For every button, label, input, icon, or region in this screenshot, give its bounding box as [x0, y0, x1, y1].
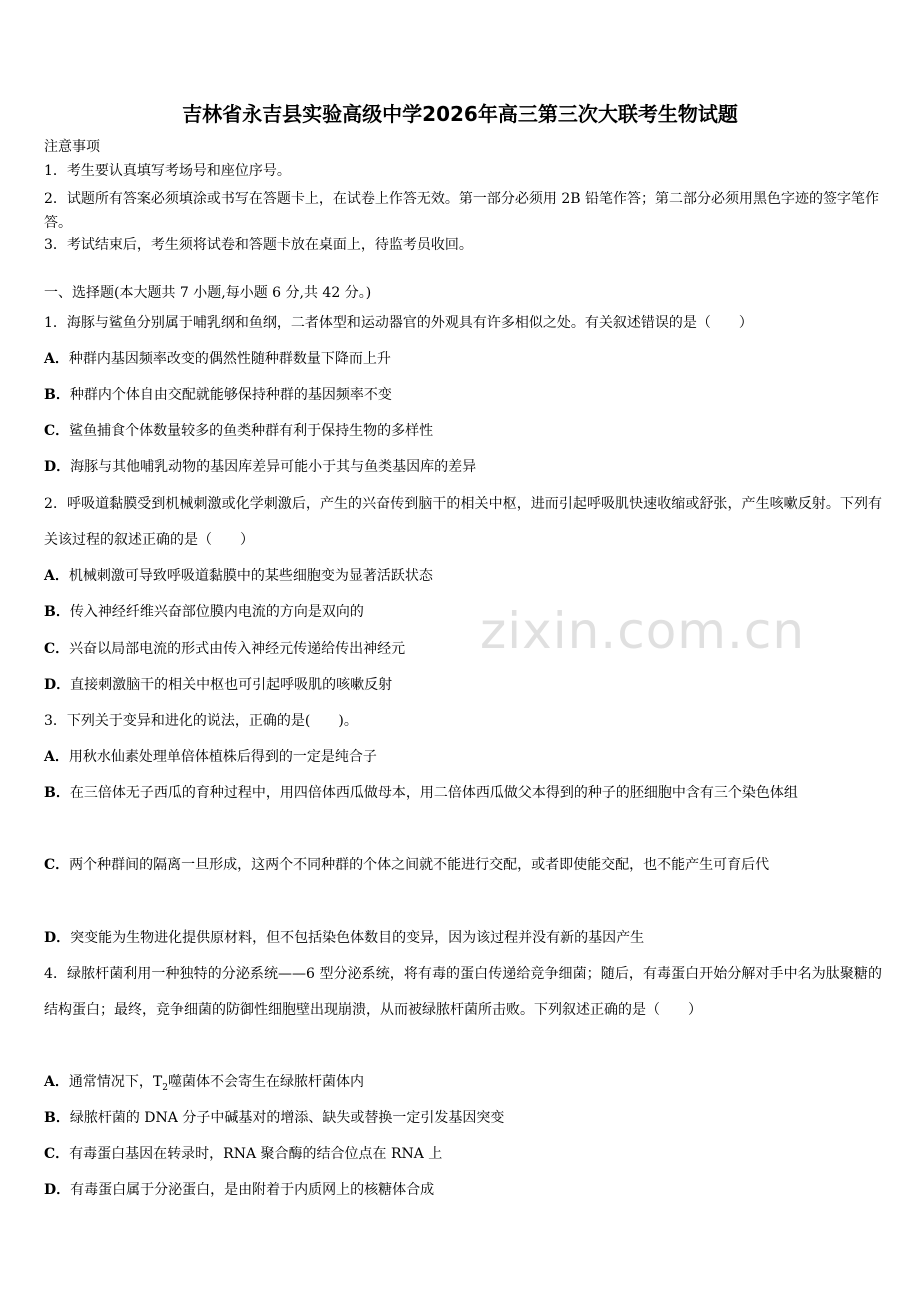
option-label: C． [44, 857, 70, 873]
option-label: D． [44, 677, 71, 693]
option-label: A． [44, 1074, 69, 1090]
option-label: B． [44, 785, 70, 801]
question-1-option-a [44, 349, 882, 369]
notice-item-2: 2．试题所有答案必须填涂或书写在答题卡上，在试卷上作答无效。第一部分必须用 2B 铅笔作答；第二部分必须用黑色字迹的签字笔作答。 [44, 191, 879, 231]
option-label: B． [44, 604, 70, 620]
notice-heading: 注意事项 [44, 139, 100, 155]
option-label: C． [44, 641, 70, 657]
option-text: 种群内基因频率改变的偶然性随种群数量下降而上升 [68, 351, 391, 367]
option-label: D． [44, 1182, 71, 1198]
question-2-option-d [44, 675, 882, 695]
option-text: 种群内个体自由交配就能够保持种群的基因频率不变 [69, 387, 392, 403]
exam-title: 吉林省永吉县实验高级中学2026年高三第三次大联考生物试题 [182, 102, 738, 126]
option-label: A． [44, 351, 69, 367]
question-1-option-b [44, 385, 882, 405]
question-4-option-c [44, 1144, 882, 1164]
question-1-option-d [44, 457, 882, 477]
option-label: D． [44, 930, 71, 946]
option-text: 突变能为生物进化提供原材料，但不包括染色体数目的变异，因为该过程并没有新的基因产生 [70, 930, 645, 946]
option-text: 直接刺激脑干的相关中枢也可引起呼吸肌的咳嗽反射 [70, 677, 393, 693]
option-label: B． [44, 1110, 70, 1126]
question-3-option-d [44, 928, 882, 948]
option-label: A． [44, 749, 69, 765]
option-text: 海豚与其他哺乳动物的基因库差异可能小于其与鱼类基因库的差异 [70, 459, 477, 475]
question-3-stem: 3．下列关于变异和进化的说法，正确的是( )。 [44, 713, 358, 729]
option-text: 有毒蛋白属于分泌蛋白，是由附着于内质网上的核糖体合成 [70, 1182, 435, 1198]
option-label: B． [44, 387, 70, 403]
section-heading: 一、选择题(本大题共 7 小题,每小题 6 分,共 42 分。) [44, 285, 372, 301]
option-text: 两个种群间的隔离一旦形成，这两个不同种群的个体之间就不能进行交配，或者即使能交配，也不能产生可育后代 [69, 857, 770, 873]
option-text: 机械刺激可导致呼吸道黏膜中的某些细胞变为显著活跃状态 [68, 568, 433, 584]
option-text: 绿脓杆菌的 DNA 分子中碱基对的增添、缺失或替换一定引发基因突变 [69, 1110, 505, 1126]
question-2-option-a [44, 566, 882, 586]
notice-item-3: 3．考试结束后，考生须将试卷和答题卡放在桌面上，待监考员收回。 [44, 237, 473, 253]
subscript: 2 [162, 1082, 168, 1093]
option-label: D． [44, 459, 71, 475]
option-text: 兴奋以局部电流的形式由传入神经元传递给传出神经元 [69, 641, 406, 657]
question-4-option-a [44, 1072, 882, 1098]
question-4-option-b [44, 1108, 882, 1128]
option-text: 鲨鱼捕食个体数量较多的鱼类种群有利于保持生物的多样性 [69, 423, 434, 439]
option-text: 在三倍体无子西瓜的育种过程中，用四倍体西瓜做母本，用二倍体西瓜做父本得到的种子的胚细胞中含有三个染色体组 [69, 785, 798, 801]
option-label: A． [44, 568, 69, 584]
option-text: 通常情况下，T [68, 1074, 163, 1090]
question-2-stem: 2．呼吸道黏膜受到机械刺激或化学刺激后，产生的兴奋传到脑干的相关中枢，进而引起呼吸肌快速收缩或舒张，产生咳嗽反射。下列有关该过程的叙述正确的是（ ） [44, 496, 882, 548]
question-1-option-c [44, 421, 882, 441]
question-1-stem: 1．海豚与鲨鱼分别属于哺乳纲和鱼纲，二者体型和运动器官的外观具有许多相似之处。有关叙述错误的是（ ） [44, 315, 753, 331]
question-4-stem: 4．绿脓杆菌利用一种独特的分泌系统——6 型分泌系统，将有毒的蛋白传递给竞争细菌；随后，有毒蛋白开始分解对手中名为肽聚糖的结构蛋白；最终，竞争细菌的防御性细胞壁出现崩溃，从而被绿脓杆菌所击败。下列叙述正确的是（ ） [44, 966, 882, 1018]
notice-item-1: 1．考生要认真填写考场号和座位序号。 [44, 163, 291, 179]
option-text: 有毒蛋白基因在转录时，RNA 聚合酶的结合位点在 RNA 上 [69, 1146, 443, 1162]
question-3-option-a [44, 747, 882, 767]
question-3-option-c [44, 847, 880, 883]
option-text: 传入神经纤维兴奋部位膜内电流的方向是双向的 [69, 604, 364, 620]
question-4-option-d [44, 1180, 882, 1200]
option-label: C． [44, 1146, 70, 1162]
option-text: 用秋水仙素处理单倍体植株后得到的一定是纯合子 [68, 749, 377, 765]
question-3-option-b [44, 775, 880, 811]
watermark: zixin.com.cn [480, 602, 806, 660]
option-label: C． [44, 423, 70, 439]
option-text: 噬菌体不会寄生在绿脓杆菌体内 [167, 1074, 364, 1090]
